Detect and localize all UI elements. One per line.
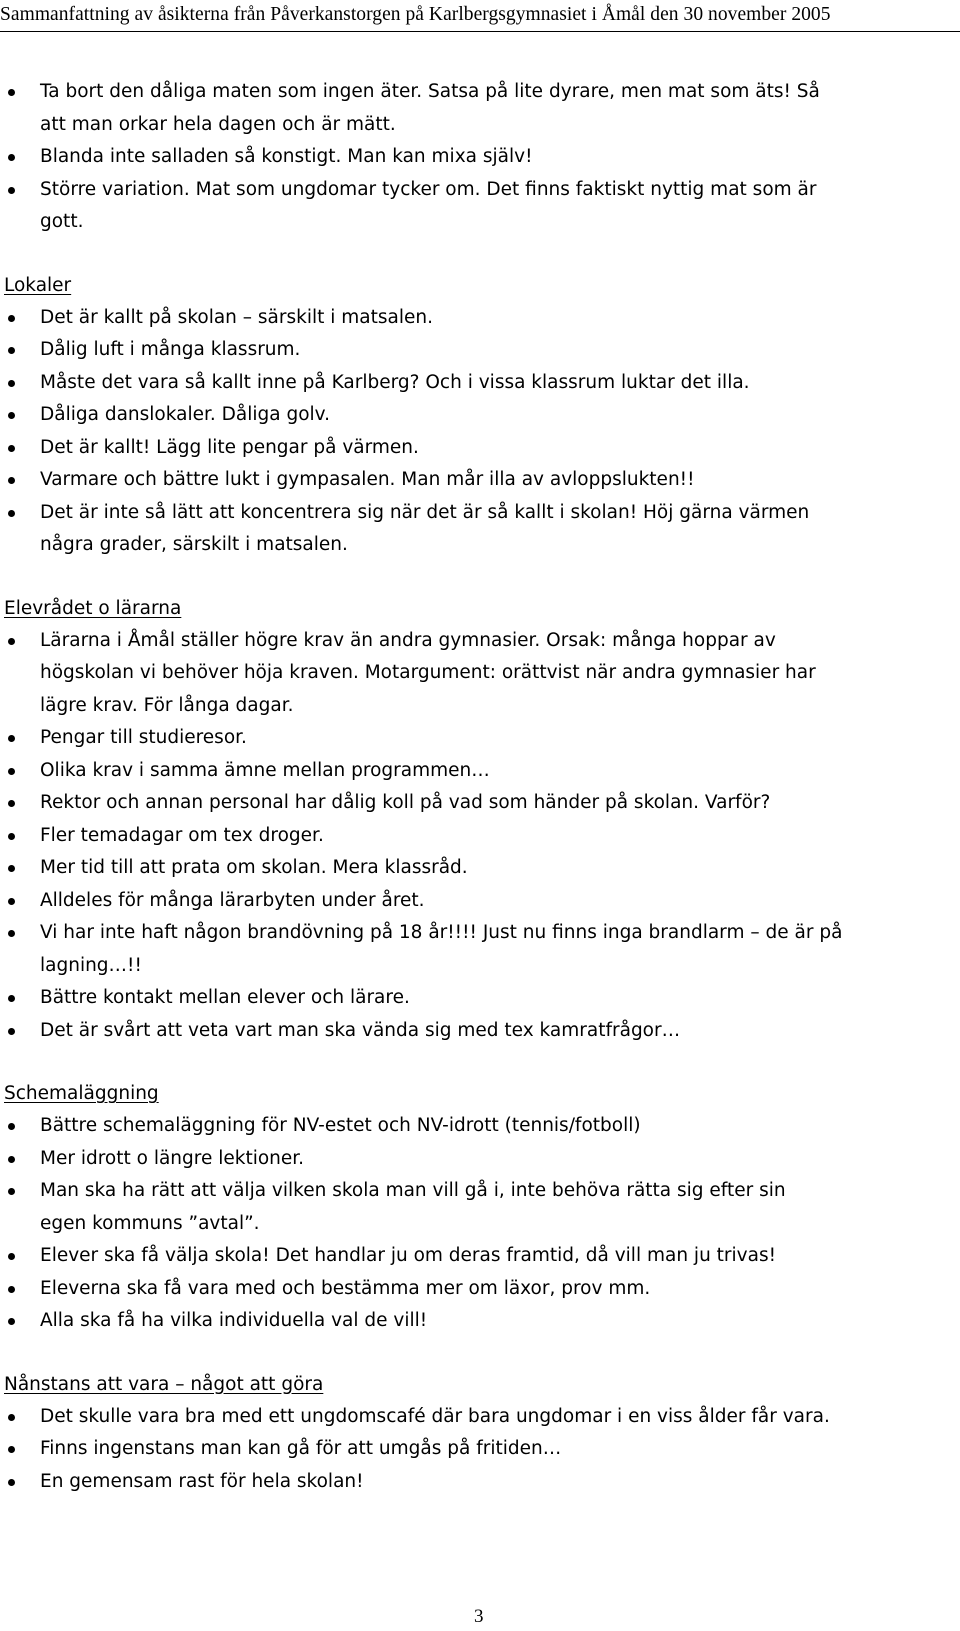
document-body — [0, 76, 960, 1498]
list-item-continuation: högskolan vi behöver höja kraven. Motargument: orättvist när andra gymnasier har — [40, 662, 816, 683]
elevradet-list — [0, 625, 960, 1048]
list-item-continuation: att man orkar hela dagen och är mätt. — [40, 113, 396, 135]
bullet-icon — [8, 89, 15, 96]
list-item: Större variation. Mat som ungdomar tycker om. Det finns faktiskt nyttig mat som är — [0, 174, 960, 207]
section-title-nanstans: Nånstans att vara – något att göra — [4, 1373, 324, 1395]
section-title-elevradet: Elevrådet o lärarna — [4, 597, 182, 619]
list-item: Mer tid till att prata om skolan. Mera klassråd. — [0, 852, 960, 885]
list-item: Lärarna i Åmål ställer högre krav än andra gymnasier. Orsak: många hoppar av — [0, 625, 960, 658]
list-item: Finns ingenstans man kan gå för att umgås på fritiden… — [0, 1433, 960, 1466]
bullet-icon — [8, 380, 15, 387]
list-item: Varmare och bättre lukt i gympasalen. Man mår illa av avloppslukten!! — [0, 464, 960, 497]
list-item-continuation: några grader, särskilt i matsalen. — [40, 534, 348, 555]
bullet-icon — [8, 154, 15, 161]
list-item: Alldeles för många lärarbyten under året. — [0, 885, 960, 918]
bullet-icon — [8, 1188, 15, 1195]
bullet-icon — [8, 768, 15, 775]
list-item: En gemensam rast för hela skolan! — [0, 1466, 960, 1499]
list-item: Det skulle vara bra med ett ungdomscafé där bara ungdomar i en viss ålder får vara. — [0, 1401, 960, 1434]
bullet-icon — [8, 735, 15, 742]
list-item: Måste det vara så kallt inne på Karlberg? Och i vissa klassrum luktar det illa. — [0, 367, 960, 400]
bullet-icon — [8, 995, 15, 1002]
lokaler-list — [0, 302, 960, 562]
document-header: Sammanfattning av åsikterna från Påverkanstorgen på Karlbergsgymnasiet i Åmål den 30 november 2005 — [0, 4, 831, 25]
list-item: Vi har inte haft någon brandövning på 18 år!!!! Just nu finns inga brandlarm – de är på — [0, 917, 960, 950]
bullet-icon — [8, 347, 15, 354]
list-item: Det är svårt att veta vart man ska vända sig med tex kamratfrågor… — [0, 1015, 960, 1048]
list-item: Rektor och annan personal har dålig koll på vad som händer på skolan. Varför? — [0, 787, 960, 820]
bullet-icon — [8, 930, 15, 937]
bullet-icon — [8, 898, 15, 905]
bullet-icon — [8, 315, 15, 322]
bullet-icon — [8, 638, 15, 645]
list-item: Olika krav i samma ämne mellan programmen… — [0, 755, 960, 788]
list-item: Det är kallt på skolan – särskilt i matsalen. — [0, 302, 960, 335]
bullet-icon — [8, 1318, 15, 1325]
bullet-icon — [8, 445, 15, 452]
list-item: Alla ska få ha vilka individuella val de vill! — [0, 1305, 960, 1338]
bullet-icon — [8, 865, 15, 872]
bullet-icon — [8, 477, 15, 484]
section-title-lokaler: Lokaler — [4, 274, 72, 296]
header-rule — [0, 31, 960, 32]
list-item: Det är kallt! Lägg lite pengar på värmen. — [0, 432, 960, 465]
list-item-continuation: lägre krav. För långa dagar. — [40, 694, 294, 716]
list-item: Ta bort den dåliga maten som ingen äter. Satsa på lite dyrare, men mat som äts! Så — [0, 76, 960, 109]
bullet-icon — [8, 1123, 15, 1130]
list-item: Dålig luft i många klassrum. — [0, 334, 960, 367]
list-item: Fler temadagar om tex droger. — [0, 820, 960, 853]
list-item: Bättre kontakt mellan elever och lärare. — [0, 982, 960, 1015]
bullet-icon — [8, 187, 15, 194]
bullet-icon — [8, 1479, 15, 1486]
intro-list — [0, 76, 960, 239]
bullet-icon — [8, 833, 15, 840]
nanstans-list — [0, 1401, 960, 1499]
bullet-icon — [8, 1253, 15, 1260]
bullet-icon — [8, 1446, 15, 1453]
list-item: Elever ska få välja skola! Det handlar ju om deras framtid, då vill man ju trivas! — [0, 1240, 960, 1273]
bullet-icon — [8, 412, 15, 419]
bullet-icon — [8, 510, 15, 517]
list-item-continuation: lagning…!! — [40, 954, 142, 976]
section-title-schemalaggning: Schemaläggning — [4, 1083, 159, 1104]
list-item: Eleverna ska få vara med och bestämma mer om läxor, prov mm. — [0, 1273, 960, 1306]
list-item: Bättre schemaläggning för NV-estet och NV-idrott (tennis/fotboll) — [0, 1110, 960, 1143]
list-item: Man ska ha rätt att välja vilken skola man vill gå i, inte behöva rätta sig efter sin — [0, 1175, 960, 1208]
list-item-continuation: gott. — [40, 211, 84, 232]
list-item: Dåliga danslokaler. Dåliga golv. — [0, 399, 960, 432]
bullet-icon — [8, 1414, 15, 1421]
list-item: Pengar till studieresor. — [0, 722, 960, 755]
bullet-icon — [8, 800, 15, 807]
list-item: Det är inte så lätt att koncentrera sig när det är så kallt i skolan! Höj gärna värmen — [0, 497, 960, 530]
bullet-icon — [8, 1028, 15, 1035]
list-item-continuation: egen kommuns ”avtal”. — [40, 1212, 260, 1234]
schemalaggning-list — [0, 1110, 960, 1338]
list-item: Mer idrott o längre lektioner. — [0, 1143, 960, 1176]
list-item: Blanda inte salladen så konstigt. Man kan mixa själv! — [0, 141, 960, 174]
page-number: 3 — [474, 1606, 484, 1627]
bullet-icon — [8, 1286, 15, 1293]
bullet-icon — [8, 1156, 15, 1163]
